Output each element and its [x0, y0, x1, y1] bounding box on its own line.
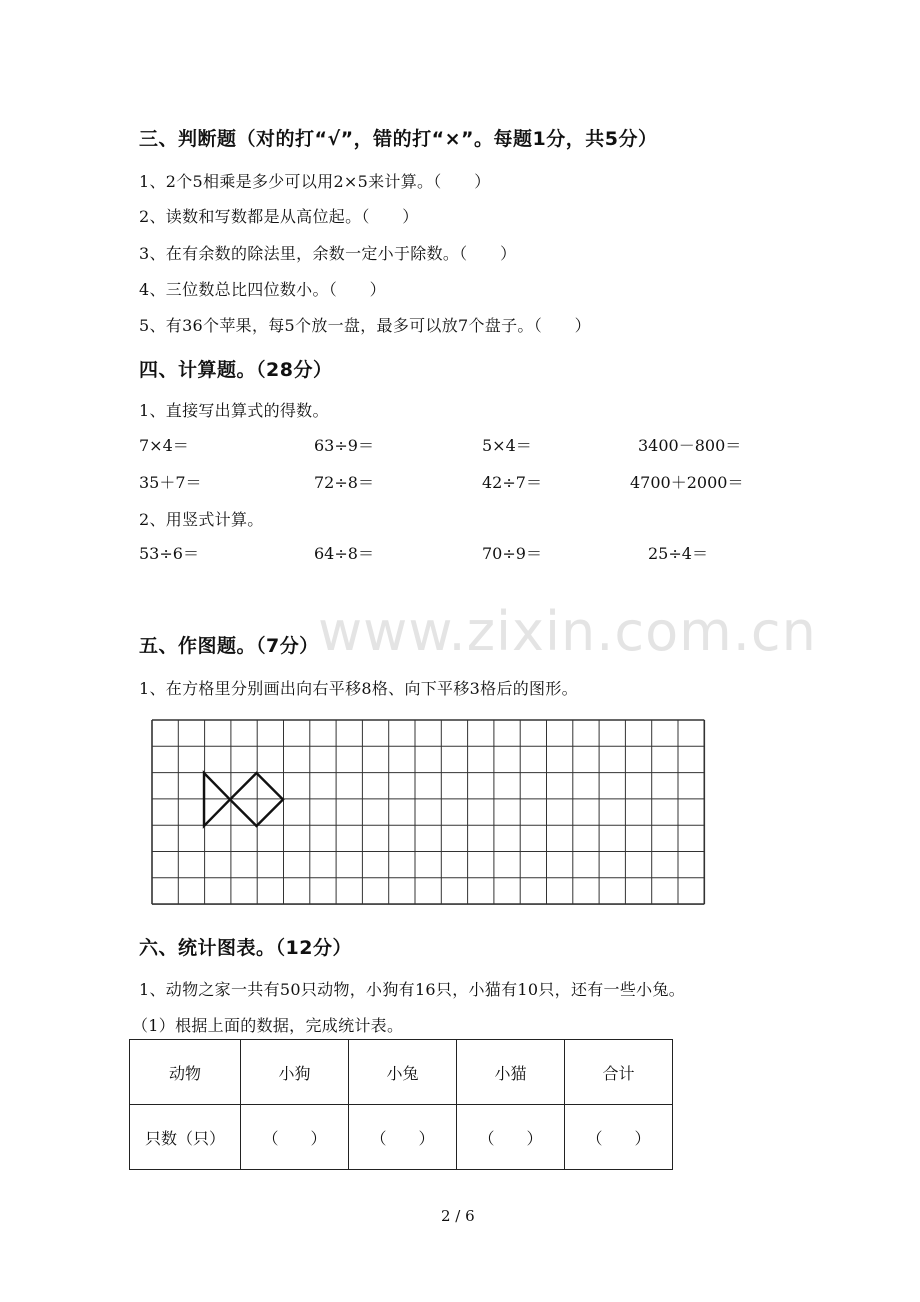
- table-row-label: 只数（只）: [130, 1105, 241, 1170]
- calc-item: 42÷7＝: [482, 473, 542, 492]
- answer-cell[interactable]: （ ）: [349, 1105, 457, 1170]
- drawing-grid[interactable]: [151, 719, 706, 912]
- table-header-cell: 动物: [130, 1040, 241, 1105]
- calc-item: 53÷6＝: [139, 544, 199, 563]
- table-header-cell: 小兔: [349, 1040, 457, 1105]
- section-heading-statistics: 六、统计图表。（12分）: [139, 937, 352, 959]
- section-heading-drawing: 五、作图题。（7分）: [139, 635, 319, 657]
- calc-item: 72÷8＝: [314, 473, 374, 492]
- answer-cell[interactable]: （ ）: [457, 1105, 565, 1170]
- calc-item: 5×4＝: [482, 436, 532, 455]
- calculation-question-2: 2、用竖式计算。: [139, 510, 264, 529]
- judgement-item-2: 2、读数和写数都是从高位起。（ ）: [139, 207, 419, 226]
- statistics-subquestion-1: （1）根据上面的数据，完成统计表。: [132, 1016, 404, 1035]
- calc-item: 70÷9＝: [482, 544, 542, 563]
- calculation-question-1: 1、直接写出算式的得数。: [139, 401, 329, 420]
- figure-triangle: [204, 773, 230, 826]
- source-figure: [204, 773, 283, 826]
- figure-diamond: [230, 773, 283, 826]
- answer-cell[interactable]: （ ）: [241, 1105, 349, 1170]
- calc-item: 7×4＝: [139, 436, 189, 455]
- table-header-cell: 小猫: [457, 1040, 565, 1105]
- drawing-question-1: 1、在方格里分别画出向右平移8格、向下平移3格后的图形。: [139, 679, 578, 698]
- page-number: 2 / 6: [441, 1207, 475, 1225]
- section-heading-calculation: 四、计算题。（28分）: [139, 359, 333, 381]
- answer-cell[interactable]: （ ）: [565, 1105, 673, 1170]
- watermark: www.zixin.com.cn: [318, 600, 817, 663]
- judgement-item-1: 1、2个5相乘是多少可以用2×5来计算。（ ）: [139, 172, 491, 191]
- statistics-table: [129, 1039, 673, 1170]
- grid-canvas: [151, 719, 706, 908]
- judgement-item-4: 4、三位数总比四位数小。（ ）: [139, 280, 386, 299]
- calc-item: 25÷4＝: [648, 544, 708, 563]
- calc-item: 35＋7＝: [139, 473, 202, 492]
- calc-item: 4700＋2000＝: [630, 473, 744, 492]
- table-header-cell: 小狗: [241, 1040, 349, 1105]
- grid-lines: [152, 720, 704, 904]
- table-row: [130, 1040, 673, 1105]
- calc-item: 63÷9＝: [314, 436, 374, 455]
- judgement-item-5: 5、有36个苹果，每5个放一盘，最多可以放7个盘子。（ ）: [139, 316, 591, 335]
- judgement-item-3: 3、在有余数的除法里，余数一定小于除数。（ ）: [139, 244, 517, 263]
- section-heading-judgement: 三、判断题（对的打“√”，错的打“×”。每题1分，共5分）: [139, 128, 658, 150]
- table-row: [130, 1105, 673, 1170]
- statistics-question-1: 1、动物之家一共有50只动物，小狗有16只，小猫有10只，还有一些小兔。: [139, 980, 686, 999]
- calc-item: 3400－800＝: [638, 436, 742, 455]
- calc-item: 64÷8＝: [314, 544, 374, 563]
- table-header-cell: 合计: [565, 1040, 673, 1105]
